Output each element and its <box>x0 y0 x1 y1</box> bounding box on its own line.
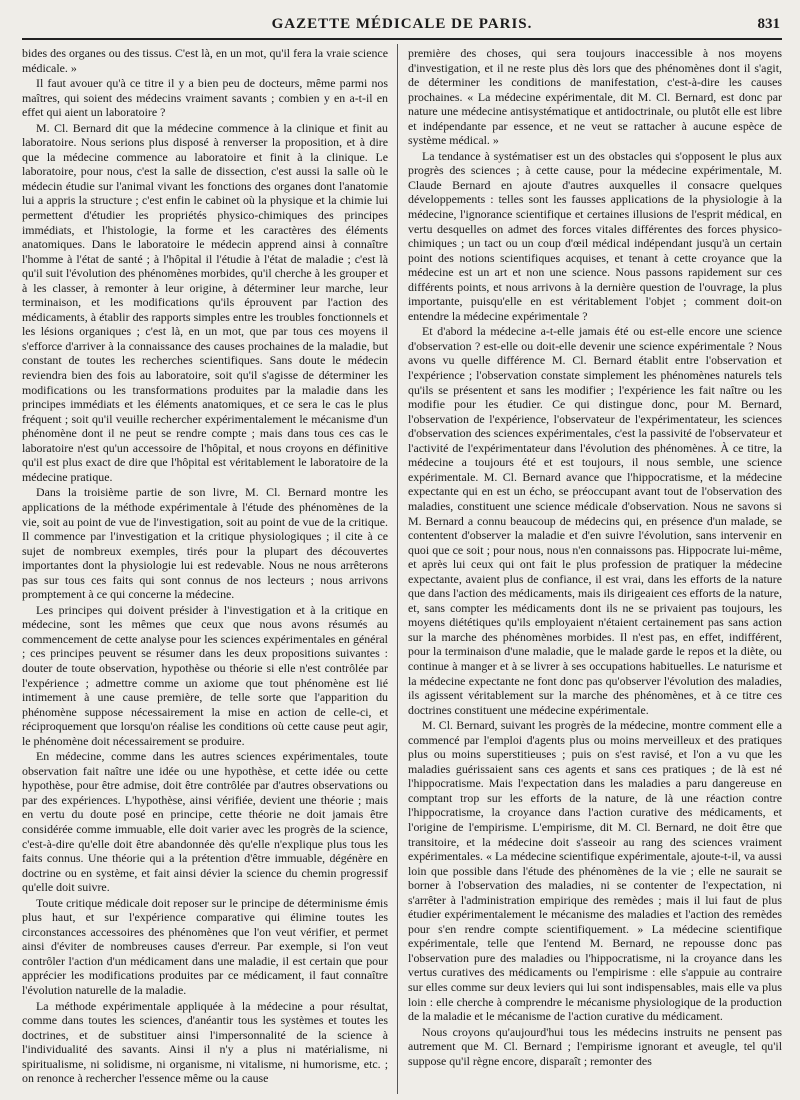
paragraph: première des choses, qui sera toujours inaccessible à nos moyens d'investigation, et il ne reste plus dès lors que des phénomènes dont il s'agit, de déterminer les conditions de manifestation, c'est-à-dire les causes prochaines. « La médecine expérimentale, dit M. Cl. Bernard, est donc par nature une médecine antisystématique et antidoctrinale, ou plutôt elle est libre et indépendante par essence, et ne veut se rattacher à aucune espèce de système médical. » <box>408 46 782 148</box>
paragraph: bides des organes ou des tissus. C'est là, en un mot, qu'il fera la vraie science médicale. » <box>22 46 388 75</box>
page-number: 831 <box>757 16 780 32</box>
paragraph: Dans la troisième partie de son livre, M. Cl. Bernard montre les applications de la méthode expérimentale à l'étude des phénomènes de la vie, soit au point de vue de l'investigation, soit au point de vue de la critique. Il commence par l'investigation et la critique physiologiques ; il cite à ce sujet de nombreux exemples, tirés pour la plupart des découvertes importantes dont la physiologie lui est redevable. Nous ne nous arrêterons pas sur tous ces faits qui sont connus de nos lecteurs ; nous arrivons promptement à ce qui concerne la médecine. <box>22 485 388 602</box>
paragraph: M. Cl. Bernard, suivant les progrès de la médecine, montre comment elle a commencé par l'emploi d'agents plus ou moins merveilleux et des pratiques plus ou moins superstitieuses ; puis on s'est ravisé, et l'on a vu que les maladies guérissaient sans ces agents et sans ces pratiques ; de là est né l'hippocratisme. Mais l'expectation dans les maladies a paru dangereuse en comptant trop sur les efforts de la nature, de là une réaction contre l'hippocratisme, la croyance dans l'action curative des médicaments, et l'origine de l'empirisme. L'empirisme, dit M. Cl. Bernard, ne doit être que transitoire, et la médecine doit s'asseoir au rang des sciences vraiment expérimentales. « La médecine scientifique expérimentale, ajoute-t-il, va aussi loin que possible dans l'étude des phénomènes de la vie ; elle ne saurait se borner à l'observation des maladies, ni se contenter de l'expectation, ni s'arrêter à l'administration empirique des remèdes ; mais il lui faut de plus étudier expérimentalement le mécanisme des maladies et l'action des remèdes pour s'en rendre compte scientifiquement. » La médecine scientifique expérimentale, telle que l'entend M. Bernard, ne repousse donc pas l'observation pure des maladies ou l'hippocratisme, ni la croyance dans les vertus curatives des médicaments ou l'empirisme : elle s'appuie au contraire sur elles comme sur deux leviers qui lui sont indispensables, mais elle va plus loin : elle cherche à comprendre le mécanisme physiologique de la production de la maladie et le mécanisme de l'action curative du médicament. <box>408 718 782 1024</box>
journal-title: GAZETTE MÉDICALE DE PARIS. <box>271 16 533 32</box>
left-column <box>22 46 388 1091</box>
right-column <box>408 46 782 1091</box>
paragraph: Et d'abord la médecine a-t-elle jamais été ou est-elle encore une science d'observation ? est-elle ou doit-elle devenir une science expérimentale ? Nous avons vu quelle différence M. Cl. Bernard établit entre l'observation et l'expérience ; l'observation constate simplement les phénomènes naturels tels qu'ils se présentent et sans les modifier ; l'expérience les fait naître ou les modifie pour les étudier. Ce qui distingue donc, pour M. Bernard, l'observation de l'expérience, l'observateur de l'expérimentateur, les sciences d'observation des sciences expérimentales, c'est la passivité de l'observateur et l'activité de l'expérimentateur dans l'évolution des phénomènes. À ce titre, la médecine a toujours été et est toujours, il nous semble, une science expérimentale. M. Cl. Bernard avance que l'hippocratisme, et la médecine expectante qui en est un écho, se préoccupant avant tout de l'observation des maladies, constituent une science médicale d'observation. Nous ne savons si M. Bernard a connu beaucoup de médecins qui, en présence d'un malade, se contentent d'observer la maladie et d'en suivre l'évolution, sans intervenir en quoi que ce soit ; pour nous, nous n'en connaissons pas. Hippocrate lui-même, et après lui ceux qui ont fait le plus profession de pratiquer la médecine expectante, avaient plus de confiance, il est vrai, dans les efforts de la nature que dans l'action des médicaments, mais ils dirigeaient ces efforts de la nature, et, sans compter les médicaments dont ils ne se privaient pas toujours, les moyens diététiques qu'ils employaient n'étaient certainement pas sans action sur la marche des phénomènes morbides. Il n'est pas, en effet, indifférent, pour la terminaison d'une maladie, que le malade garde le repos et la diète, ou continue à manger et à se livrer à ses occupations habituelles. Le naturisme et la médecine expectante ne font donc pas qu'observer l'évolution des maladies, ils agissent véritablement sur la marche des phénomènes, et à ce titre ces doctrines constituent une médecine expérimentale. <box>408 324 782 717</box>
paragraph: La méthode expérimentale appliquée à la médecine a pour résultat, comme dans toutes les sciences, d'anéantir tous les systèmes et toutes les doctrines, et de substituer ainsi l'impersonnalité de la science à l'individualité des savants. Ainsi il n'y a plus ni matérialisme, ni spiritualisme, ni solidisme, ni organisme, ni vitalisme, ni humorisme, etc. ; on renonce à rechercher l'essence même ou la cause <box>22 998 388 1086</box>
paragraph: En médecine, comme dans les autres sciences expérimentales, toute observation fait naître une idée ou une hypothèse, et cette idée ou cette hypothèse, pour être admise, doit être contrôlée par d'autres observations ou par des expériences. L'hypothèse, ainsi vérifiée, devient une théorie ; mais en vertu du doute posé en principe, cette théorie ne doit jamais être considérée comme immuable, elle doit varier avec les progrès de la science, c'est-à-dire qu'elle doit être abandonnée dès qu'elle n'explique plus tous les faits connus. Une théorie qui a la prétention d'être immuable, dégénère en doctrine ou en système, et fait ainsi dévier la science du chemin progressif qu'elle doit suivre. <box>22 749 388 895</box>
paragraph: Les principes qui doivent présider à l'investigation et à la critique en médecine, sont les mêmes que ceux que nous avons résumés au commencement de cette analyse pour les sciences expérimentales en général ; ces principes peuvent se résumer dans les deux propositions suivantes : douter de toute observation, hypothèse ou théorie si elle n'est contrôlée par l'expérience ; admettre comme un axiome que tout phénomène est lié intimement à une cause première, de telle sorte que l'apparition du phénomène suppose nécessairement la mise en action de celle-ci, et réciproquement que lorsqu'on réalise les conditions où cette cause peut agir, le phénomène doit nécessairement se produire. <box>22 602 388 748</box>
column-divider <box>397 44 398 1094</box>
paragraph: La tendance à systématiser est un des obstacles qui s'opposent le plus aux progrès des sciences ; à cette cause, pour la médecine expérimentale, M. Claude Bernard en ajoute d'autres auxquelles il consacre quelques développements : telles sont les fausses applications de la physiologie à la médecine, l'ignorance scientifique et certaines illusions de l'esprit médical, en vertu desquelles on admet des forces vitales différentes des forces physico-chimiques ; un tact ou un coup d'œil médical indépendant jusqu'à un certain point des notions scientifiques acquises, et tenant à cette croyance que la médecine est un art et non une science. Nous passons rapidement sur ces différents points, et nous arrivons à la dernière question de l'ouvrage, la plus importante, puisqu'elle en est véritablement l'objet ; comment doit-on entendre la médecine expérimentale ? <box>408 148 782 323</box>
paragraph: Nous croyons qu'aujourd'hui tous les médecins instruits ne pensent pas autrement que M. Cl. Bernard ; l'empirisme ignorant et aveugle, tel qu'il suppose qu'il règne encore, disparaît ; remonter des <box>408 1024 782 1068</box>
page-header <box>22 10 782 40</box>
paragraph: Il faut avouer qu'à ce titre il y a bien peu de docteurs, même parmi nos maîtres, qui soient des médecins vraiment savants ; combien y en a-t-il en effet qui aient un laboratoire ? <box>22 76 388 120</box>
paragraph: M. Cl. Bernard dit que la médecine commence à la clinique et finit au laboratoire. Nous serions plus disposé à renverser la proposition, et à dire que la médecine commence au laboratoire et finit à la clinique. Le laboratoire, pour nous, c'est la salle de dissection, c'est aussi la salle où le médecin étudie sur l'animal vivant les fonctions des organes dont l'anatomie lui a appris la structure ; c'est enfin le cabinet où la physique et la chimie lui permettent d'étudier les propriétés physico-chimiques des principes immédiats, et l'histologie, la forme et les caractères des éléments anatomiques. Dans le laboratoire le médecin apprend ainsi à connaître l'homme à l'état de santé ; à l'hôpital il l'étudie à l'état de maladie ; c'est là qu'il suit l'évolution des phénomènes morbides, qu'il cherche à les grouper et à les classer, à remonter à leur origine, à déterminer leur marche, leur terminaison, et les modifications qu'ils éprouvent par l'action des médicaments, à établir des rapports simples entre les troubles fonctionnels et les lésions organiques ; c'est là, en un mot, que par tous ces moyens il s'efforce d'arriver à la connaissance des causes prochaines de la maladie, but constant de toutes les recherches scientifiques. Sans doute le médecin reviendra bien des fois au laboratoire, soit qu'il s'agisse de déterminer les modifications ou les transformations produites par la maladie dans les principes immédiats et les éléments anatomiques, et ce sera le cas le plus fréquent ; soit qu'il veuille rechercher expérimentalement le mécanisme d'un phénomène dont il ne peut se rendre compte ; mais dans tous ces cas le laboratoire n'est qu'un accessoire de l'hôpital, et nous croyons en définitive qu'il est plus exact de dire que l'hôpital est véritablement le laboratoire de la médecine pratique. <box>22 120 388 484</box>
paragraph: Toute critique médicale doit reposer sur le principe de déterminisme émis plus haut, et sur l'expérience comparative qui élimine toutes les circonstances accessoires des phénomènes que l'on veut vérifier, et permet ainsi d'éviter de nombreuses causes d'erreur. Par exemple, si l'on veut contrôler l'action d'un médicament dans une maladie, il est certain que pour apprécier les modifications produites par ce médicament, il faut connaître l'évolution naturelle de la maladie. <box>22 895 388 997</box>
